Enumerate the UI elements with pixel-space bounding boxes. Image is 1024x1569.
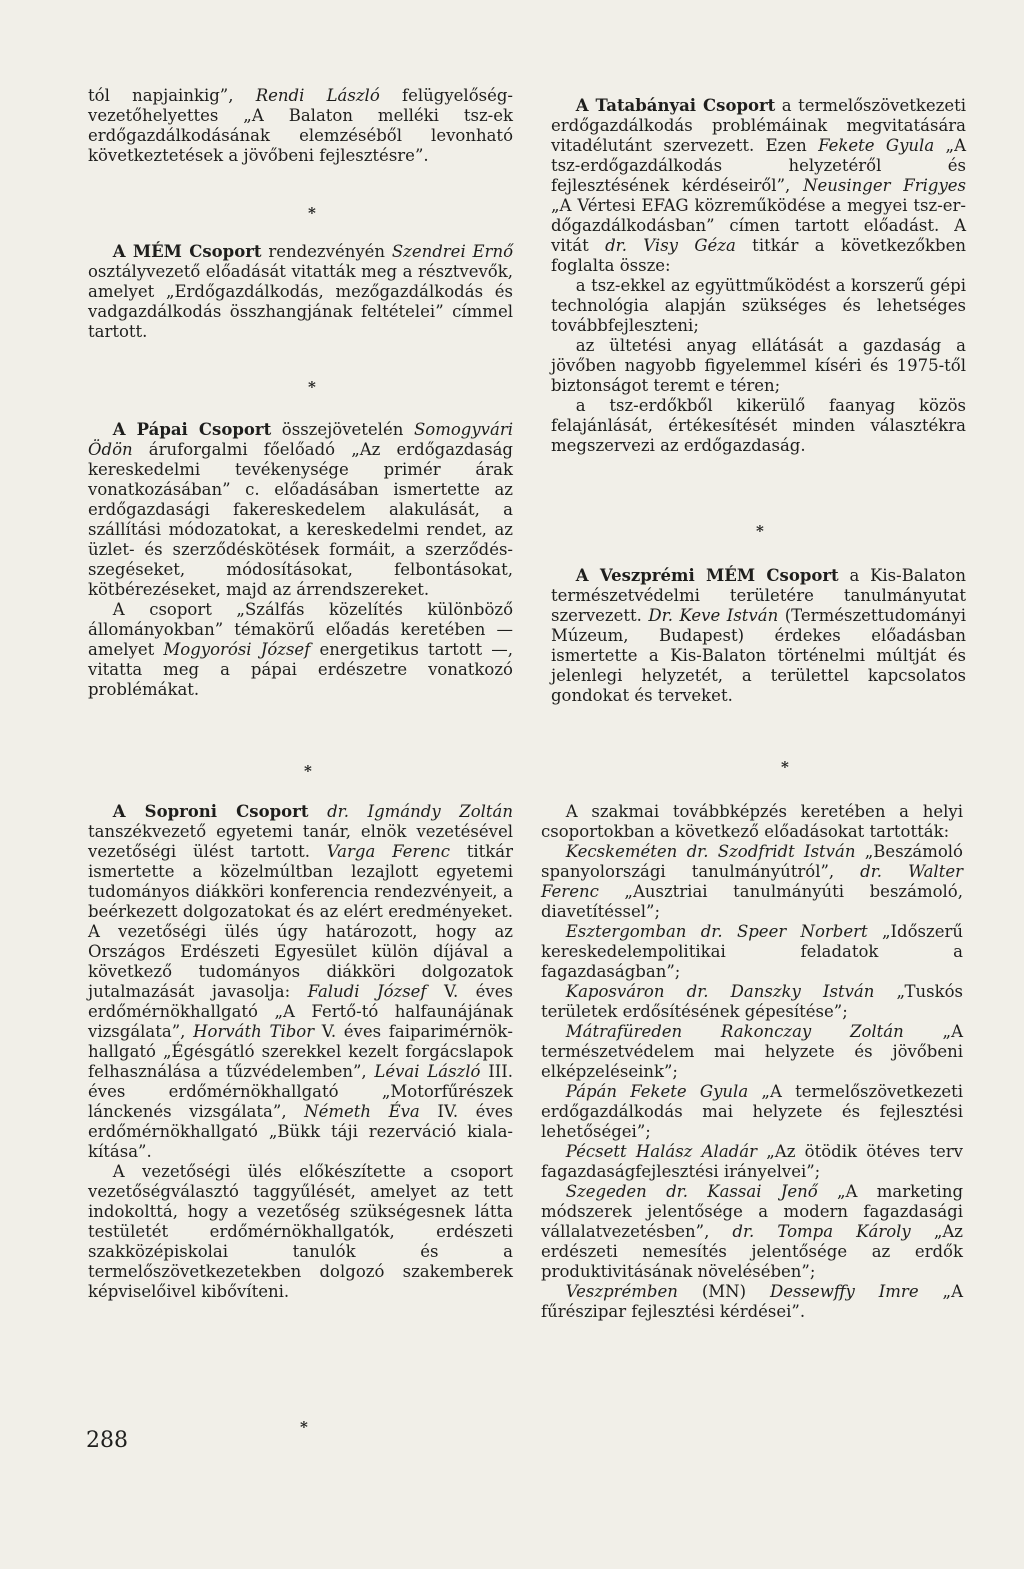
lecture-list — [541, 842, 963, 1322]
italic-name: Németh Éva — [304, 1102, 420, 1121]
paragraph-mem-csoport: A MÉM Csoport rendezvényén Szendrei Ernő osztályvezető előadását vitatták meg a résztvevők, amelyet „Erdőgazdálkodás, mezőgazdálkodás és vadgazdálkodás összhangjának feltételei” címmel tartott. — [88, 242, 514, 341]
italic-name: Fekete Gyula — [818, 136, 935, 155]
asterisk-separator: * — [308, 204, 316, 222]
list-item: Kaposváron dr. Danszky István „Tuskós területek erdősítésének gépesítése”; — [541, 982, 963, 1021]
italic-name: Lévai László — [374, 1062, 481, 1081]
paragraph-soproni-csoport: A Soproni Csoport dr. Igmándy Zoltán tanszékvezető egyetemi tanár, elnök vezetésével vezetőségi ülést tartott. Varga Ferenc titkár ismertette a közelmúltban lezajlott egyetemi tudományos diákköri konferencia rendezvényeit, a beérkezett dolgozatokat és az elért eredményeket. A vezetőségi ülés úgy határozott, hogy az Országos Erdészeti Egyesület külön díjával a következő tudományos diákköri dolgozatok jutalmazását javasolja: Faludi József V. éves erdőmérnökhallgató „A Fertő-tó halfaunájának vizsgálata”, Horváth Tibor V. éves faiparimérnökhallgató „Égésgátló szerekkel kezelt forgácslapok felhasználása a tűzvédelemben”, Lévai László III. éves erdőmérnökhallgató „Motorfűrészek lánckenés vizsgálata”, Németh Éva IV. éves erdőmérnökhallgató „Bükk táji rezerváció kialakítása”. — [88, 802, 514, 1161]
list-item: Szegeden dr. Kassai Jenő „A marketing módszerek jelentősége a modern fagazdasági vállalatvezetésben”, dr. Tompa Károly „Az erdészeti nemesítés jelentősége az erdők produktivitásának növelésében”; — [541, 1182, 964, 1281]
list-item: Kecskeméten dr. Szodfridt István „Beszámoló spanyolországi tanulmányútról”, dr. Walter Ferenc „Ausztriai tanulmányúti beszámoló, diavetítéssel”; — [541, 842, 963, 921]
italic-name: Veszprémben — [565, 1282, 678, 1301]
italic-name: Horváth Tibor — [193, 1022, 315, 1041]
italic-name: dr. Igmándy Zoltán — [327, 802, 514, 821]
italic-name: Mátrafüreden Rakonczay Zoltán — [565, 1022, 904, 1041]
italic-name: Kecskeméten dr. Szodfridt István — [565, 842, 856, 861]
list-item: a tsz-ekkel az együttműködést a korszerű gépi technológia alapján szükséges és lehetséges továbbfejleszteni; — [551, 276, 966, 335]
italic-name: Dr. Keve István — [648, 606, 779, 625]
paragraph-papai-csoport-2: A csoport „Szálfás közelítés különböző állományokban” témakörű előadás keretében — amelyet Mogyorósi József energetikus tartott —, vitatta meg a pápai erdészetre vonatkozó problémákat. — [88, 600, 513, 699]
italic-name: Szendrei Ernő — [391, 242, 514, 261]
list-item: Veszprémben (MN) Dessewffy Imre „A fűrészipar fejlesztési kérdései”. — [541, 1282, 964, 1321]
italic-name: Neusinger Frigyes — [803, 176, 966, 195]
asterisk-separator: * — [308, 378, 316, 396]
paragraph-training-intro: A szakmai továbbképzés keretében a helyi csoportokban a következő előadásokat tartották: — [541, 802, 963, 841]
italic-name: Szegeden dr. Kassai Jenő — [565, 1182, 818, 1201]
right-top-column — [551, 96, 966, 456]
page-number: 288 — [86, 1428, 128, 1453]
section-heading: A MÉM Csoport — [112, 242, 262, 261]
list-item: a tsz-erdőkből kikerülő faanyag közös felajánlását, értékesítését minden választékra megszervezi az erdőgazdaság. — [551, 396, 966, 455]
italic-name: dr. Tompa Károly — [732, 1222, 911, 1241]
italic-name: Varga Ferenc — [326, 842, 450, 861]
list-item: Esztergomban dr. Speer Norbert „Időszerű kereskedelempolitikai feladatok a fagazdaságban”; — [541, 922, 963, 981]
section-heading: A Tatabányai Csoport — [575, 96, 776, 115]
list-item: Mátrafüreden Rakonczay Zoltán „A természetvédelem mai helyzete és jövőbeni elképzeléseink”; — [541, 1022, 963, 1081]
asterisk-separator: * — [756, 522, 764, 540]
asterisk-separator: * — [781, 758, 789, 776]
section-heading: A Pápai Csoport — [112, 420, 272, 439]
italic-name: dr. Walter Ferenc — [541, 862, 963, 901]
section-heading: A Soproni Csoport — [112, 802, 309, 821]
right-bottom-column — [541, 802, 963, 1322]
list-item: Pécsett Halász Aladár „Az ötödik ötéves terv fagazdaságfejlesztési irányelvei”; — [541, 1142, 964, 1181]
italic-name: Mogyorósi József — [163, 640, 311, 659]
left-bottom-column — [88, 802, 513, 1302]
paragraph-veszpremi-csoport: A Veszprémi MÉM Csoport a Kis-Balaton természetvédelmi területére tanulmányutat szervezett. Dr. Keve István (Természettudományi Múzeum, Budapest) érdekes előadásban ismertette a Kis-Balaton történelmi múltját és jelenlegi helyzetét, a területtel kapcsolatos gondokat és terveket. — [551, 566, 966, 705]
left-top-column-2 — [88, 242, 513, 342]
italic-name: Somogyvári Ödön — [88, 420, 513, 459]
italic-name: Pápán Fekete Gyula — [565, 1082, 749, 1101]
italic-name: Dessewffy Imre — [770, 1282, 919, 1301]
list-item: az ültetési anyag ellátását a gazdaság a jövőben nagyobb figyelemmel kíséri és 1975-től biztonságot teremt e téren; — [551, 336, 966, 395]
paragraph-soproni-csoport-2: A vezetőségi ülés előkészítette a csoport vezetőségválasztó taggyűlését, amelyet az tett indokolttá, hogy a vezetőség szükségesnek látta testületét erdőmérnökhallgatók, erdészeti szakközépiskolai tanulók és a termelőszövetkezetekben dolgozó szakemberek képviselőivel kibővíteni. — [88, 1162, 513, 1301]
italic-name: Esztergomban dr. Speer Norbert — [565, 922, 868, 941]
left-top-column — [88, 86, 513, 166]
conclusion-list — [551, 276, 966, 456]
paragraph-tatabanyai-csoport: A Tatabányai Csoport a termelőszövetkezeti erdőgazdálkodás problémáinak megvitatására vitadélutánt szervezett. Ezen Fekete Gyula „A tsz-erdőgazdálkodás helyzetéről és fejlesztésének kérdéseiről”, Neusinger Frigyes „A Vértesi EFAG közreműködése a megyei tsz-erdőgazdálkodásban” címen tartott előadást. A vitát dr. Visy Géza titkár a következőkben foglalta össze: — [551, 96, 966, 275]
paragraph-papai-csoport: A Pápai Csoport összejövetelén Somogyvári Ödön áruforgalmi főelőadó „Az erdőgazdaság kereskedelmi tevékenysége primér árak vonatkozásában” c. előadásában ismertette az erdőgazdasági fakereskedelem alakulását, a szállítási módozatokat, a kereskedelmi rendet, az üzlet- és szerződéskötések formáit, a szerződésszegéseket, módosításokat, felbontásokat, kötbérezéseket, majd az árrendszereket. — [88, 420, 513, 599]
right-top-column-2 — [551, 566, 966, 706]
asterisk-separator: * — [300, 1418, 308, 1436]
list-item: Pápán Fekete Gyula „A termelőszövetkezeti erdőgazdálkodás mai helyzete és fejlesztési lehetőségei”; — [541, 1082, 963, 1141]
section-heading: A Veszprémi MÉM Csoport — [575, 566, 839, 585]
italic-name: Faludi József — [307, 982, 427, 1001]
italic-name: dr. Visy Géza — [605, 236, 736, 255]
italic-name: Kaposváron dr. Danszky István — [565, 982, 875, 1001]
asterisk-separator: * — [304, 762, 312, 780]
italic-name: Rendi László — [255, 86, 380, 105]
italic-name: Pécsett Halász Aladár — [565, 1142, 757, 1161]
paragraph-rendi: tól napjainkig”, Rendi László felügyelőség-vezetőhelyettes „A Balaton melléki tsz-ek erdőgazdálkodásának elemzéséből levonható következtetések a jövőbeni fejlesztésre”. — [88, 86, 513, 165]
left-top-column-3 — [88, 420, 513, 700]
